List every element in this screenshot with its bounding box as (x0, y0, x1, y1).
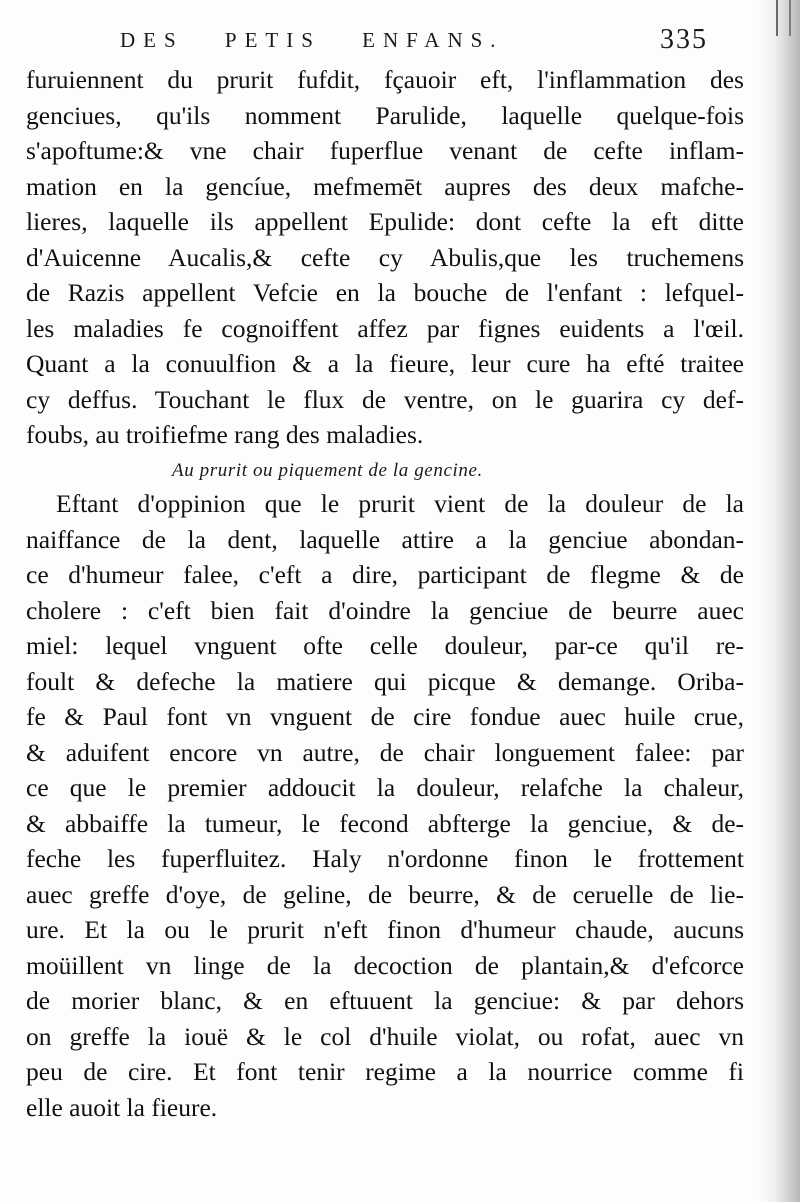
text-line: & aduifent encore vn autre, de chair longuement falee: par (26, 737, 744, 767)
section-heading: Au prurit ou piquement de la gencine. (172, 460, 483, 481)
text-line: foult & defeche la matiere qui picque & demange. Oriba- (26, 666, 744, 696)
text-line: moüillent vn linge de la decoction de plantain,& d'efcorce (26, 950, 744, 980)
text-line: d'Auicenne Aucalis,& cefte cy Abulis,que les truchemens (26, 242, 744, 272)
paragraph-1 (26, 62, 744, 453)
text-line: auec greffe d'oye, de geline, de beurre, & de ceruelle de lie- (26, 879, 744, 909)
text-line: de morier blanc, & en eftuuent la genciue: & par dehors (26, 986, 744, 1015)
text-line: cholere : c'eft bien fait d'oindre la genciue de beurre auec (26, 595, 744, 625)
text-line: ure. Et la ou le prurit n'eft finon d'humeur chaude, aucuns (26, 915, 744, 944)
text-line: les maladies fe cognoiffent affez par fignes euidents a l'œil. (26, 313, 744, 343)
text-line: naiffance de la dent, laquelle attire a la genciue abondan- (26, 524, 744, 554)
text-line: genciues, qu'ils nomment Parulide, laquelle quelque-fois (26, 100, 744, 130)
paragraph-2 (26, 486, 744, 1125)
running-head: DES PETIS ENFANS. (120, 28, 504, 52)
text-line: Quant a la conuulfion & a la fieure, leur cure ha efté traitee (26, 349, 744, 378)
text-line: on greffe la iouë & le col d'huile violat, ou rofat, auec vn (26, 1021, 744, 1051)
text-line: de Razis appellent Vefcie en la bouche de l'enfant : lefquel- (26, 278, 744, 307)
text-line: ce que le premier addoucit la douleur, relafche la chaleur, (26, 773, 744, 802)
text-line: furuiennent du prurit fufdit, fçauoir eft, l'inflammation des (26, 65, 744, 94)
text-line: fe & Paul font vn vnguent de cire fondue auec huile crue, (26, 702, 744, 731)
page-edge-line (776, 0, 778, 36)
page-number: 335 (660, 24, 708, 55)
text-line: & abbaiffe la tumeur, le fecond abfterge la genciue, & de- (26, 808, 744, 838)
page-edge-line (789, 0, 791, 36)
text-line: feche les fuperfluitez. Haly n'ordonne finon le frottement (26, 844, 744, 873)
text-line: peu de cire. Et font tenir regime a la nourrice comme fi (26, 1057, 744, 1086)
text-line: elle auoit la fieure. (26, 1092, 218, 1122)
text-line: Eftant d'oppinion que le prurit vient de la douleur de la (56, 489, 744, 518)
text-line: foubs, au troifiefme rang des maladies. (26, 420, 424, 449)
text-line: s'apoftume:& vne chair fuperflue venant de cefte inflam- (26, 136, 744, 165)
text-line: ce d'humeur falee, c'eft a dire, participant de flegme & de (26, 560, 744, 589)
page-edge-shadow (758, 0, 800, 1202)
text-line: mation en la gencíue, mefmemēt aupres des deux mafche- (26, 171, 744, 201)
text-line: lieres, laquelle ils appellent Epulide: dont cefte la eft ditte (26, 207, 744, 236)
text-line: cy deffus. Touchant le flux de ventre, on le guarira cy def- (26, 384, 744, 414)
text-line: miel: lequel vnguent ofte celle douleur, par-ce qu'il re- (26, 631, 744, 660)
